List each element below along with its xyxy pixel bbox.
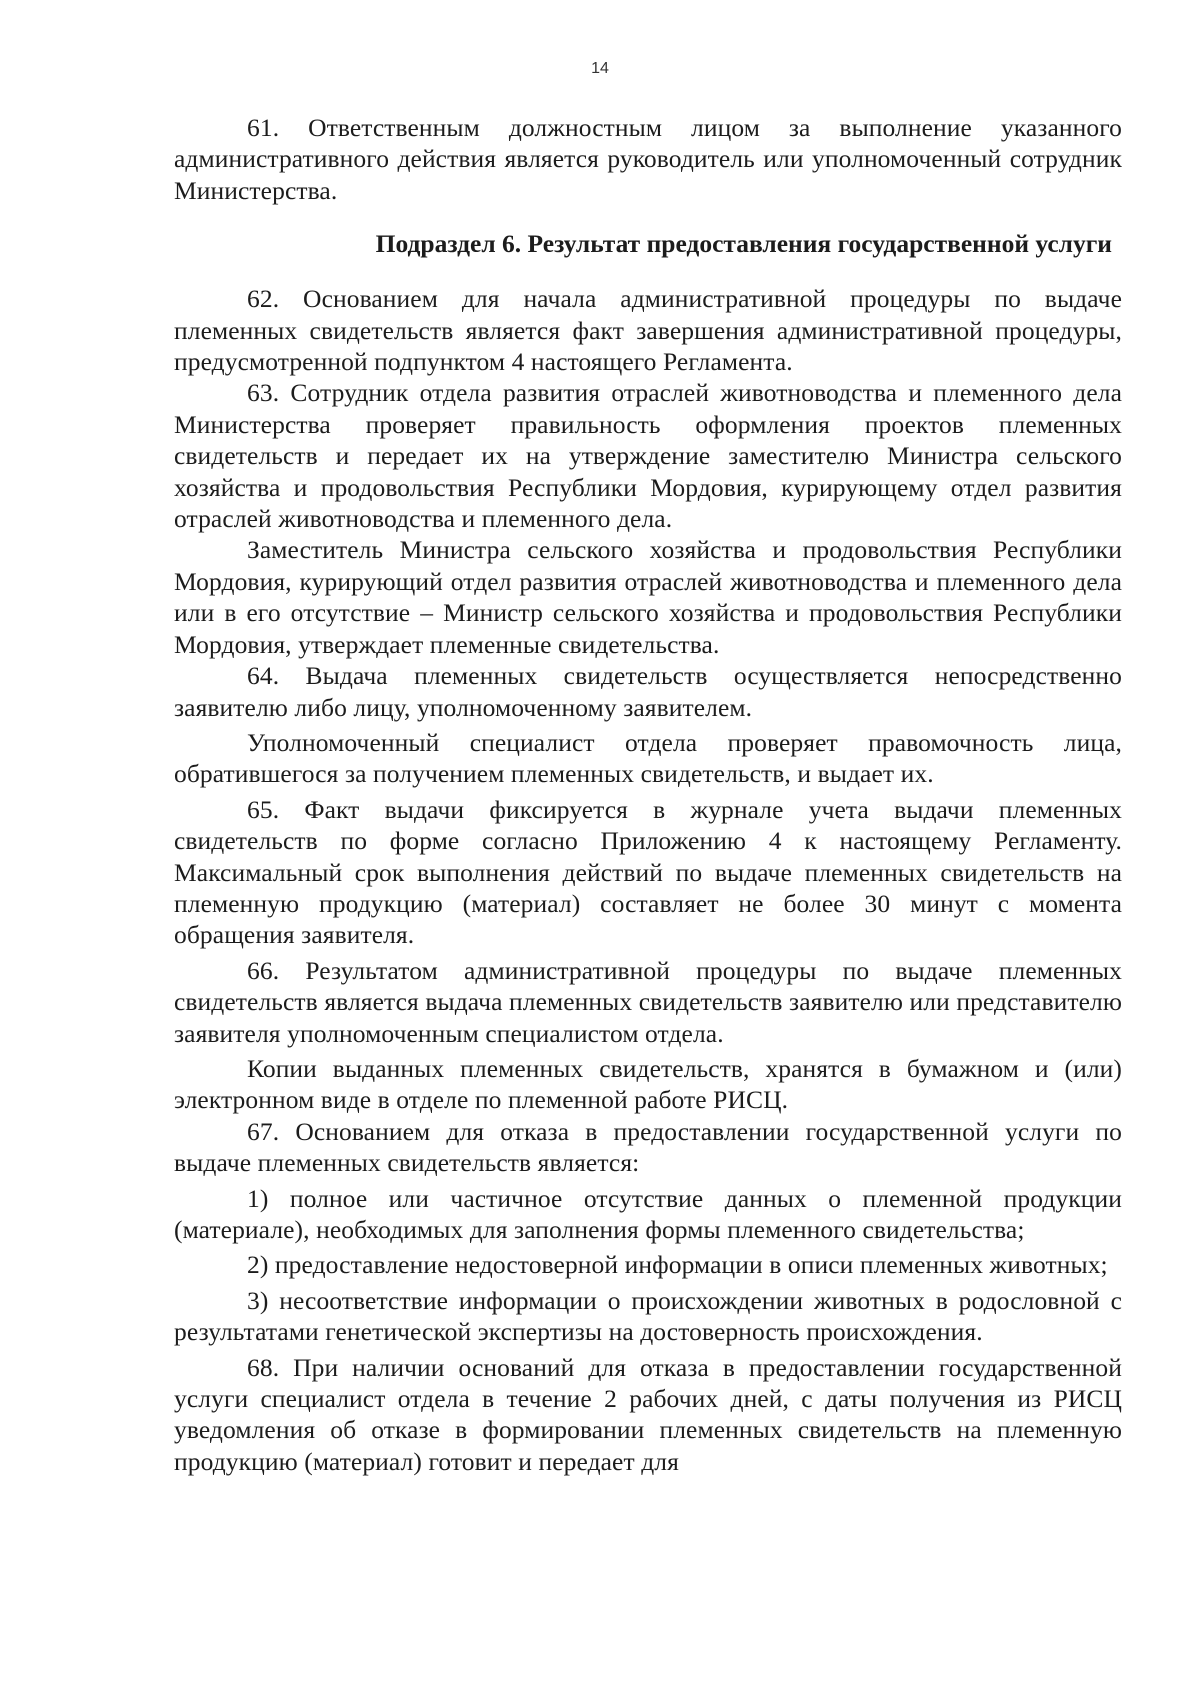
paragraph-68: 68. При наличии оснований для отказа в предоставлении государственной услуги специалист отдела в течение 2 рабочих дней, с даты получения из РИСЦ уведомления об отказе в формировании племенных свидетельств на племенную продукцию (материал) готовит и передает для xyxy=(174,1352,1122,1476)
list-item-67-1: 1) полное или частичное отсутствие данных о племенной продукции (материале), необходимых для заполнения формы племенного свидетельства; xyxy=(174,1183,1122,1244)
page-number: 14 xyxy=(591,60,609,77)
paragraph-63: 63. Сотрудник отдела развития отраслей животноводства и племенного дела Министерства проверяет правильность оформления проектов племенных свидетельств и передает их на утверждение заместителю Министра сельского хозяйства и продовольствия Республики Мордовия, курирующему отдел развития отраслей животноводства и племенного дела. xyxy=(174,378,1122,534)
paragraph-61: 61. Ответственным должностным лицом за выполнение указанного административного действия является руководитель или уполномоченный сотрудник Министерства. xyxy=(174,113,1122,205)
paragraph-66: 66. Результатом административной процедуры по выдаче племенных свидетельств является выдача племенных свидетельств заявителю или представителю заявителя уполномоченным специалистом отдела. xyxy=(174,955,1122,1048)
paragraph-64-continued: Уполномоченный специалист отдела проверяет правомочность лица, обратившегося за получением племенных свидетельств, и выдает их. xyxy=(174,727,1122,789)
paragraph-67: 67. Основанием для отказа в предоставлении государственной услуги по выдаче племенных свидетельств является: xyxy=(174,1116,1122,1178)
section-heading: Подраздел 6. Результат предоставления государственной услуги xyxy=(375,229,1112,259)
document-body xyxy=(174,112,1122,1477)
list-item-67-2: 2) предоставление недостоверной информации в описи племенных животных; xyxy=(247,1250,1108,1280)
paragraph-62: 62. Основанием для начала административной процедуры по выдаче племенных свидетельств является факт завершения административной процедуры, предусмотренной подпунктом 4 настоящего Регламента. xyxy=(174,284,1122,377)
paragraph-64: 64. Выдача племенных свидетельств осуществляется непосредственно заявителю либо лицу, уполномоченному заявителем. xyxy=(174,661,1122,722)
paragraph-66-continued: Копии выданных племенных свидетельств, хранятся в бумажном и (или) электронном виде в отделе по племенной работе РИСЦ. xyxy=(174,1053,1122,1115)
paragraph-65: 65. Факт выдачи фиксируется в журнале учета выдачи племенных свидетельств по форме согласно Приложению 4 к настоящему Регламенту. Максимальный срок выполнения действий по выдаче племенных свидетельств на племенную продукцию (материал) составляет не более 30 минут с момента обращения заявителя. xyxy=(174,794,1122,950)
list-item-67-3: 3) несоответствие информации о происхождении животных в родословной с результатами генетической экспертизы на достоверность происхождения. xyxy=(174,1285,1122,1347)
paragraph-63-continued: Заместитель Министра сельского хозяйства и продовольствия Республики Мордовия, курирующий отдел развития отраслей животноводства и племенного дела или в его отсутствие – Министр сельского хозяйства и продовольствия Республики Мордовия, утверждает племенные свидетельства. xyxy=(174,535,1122,659)
